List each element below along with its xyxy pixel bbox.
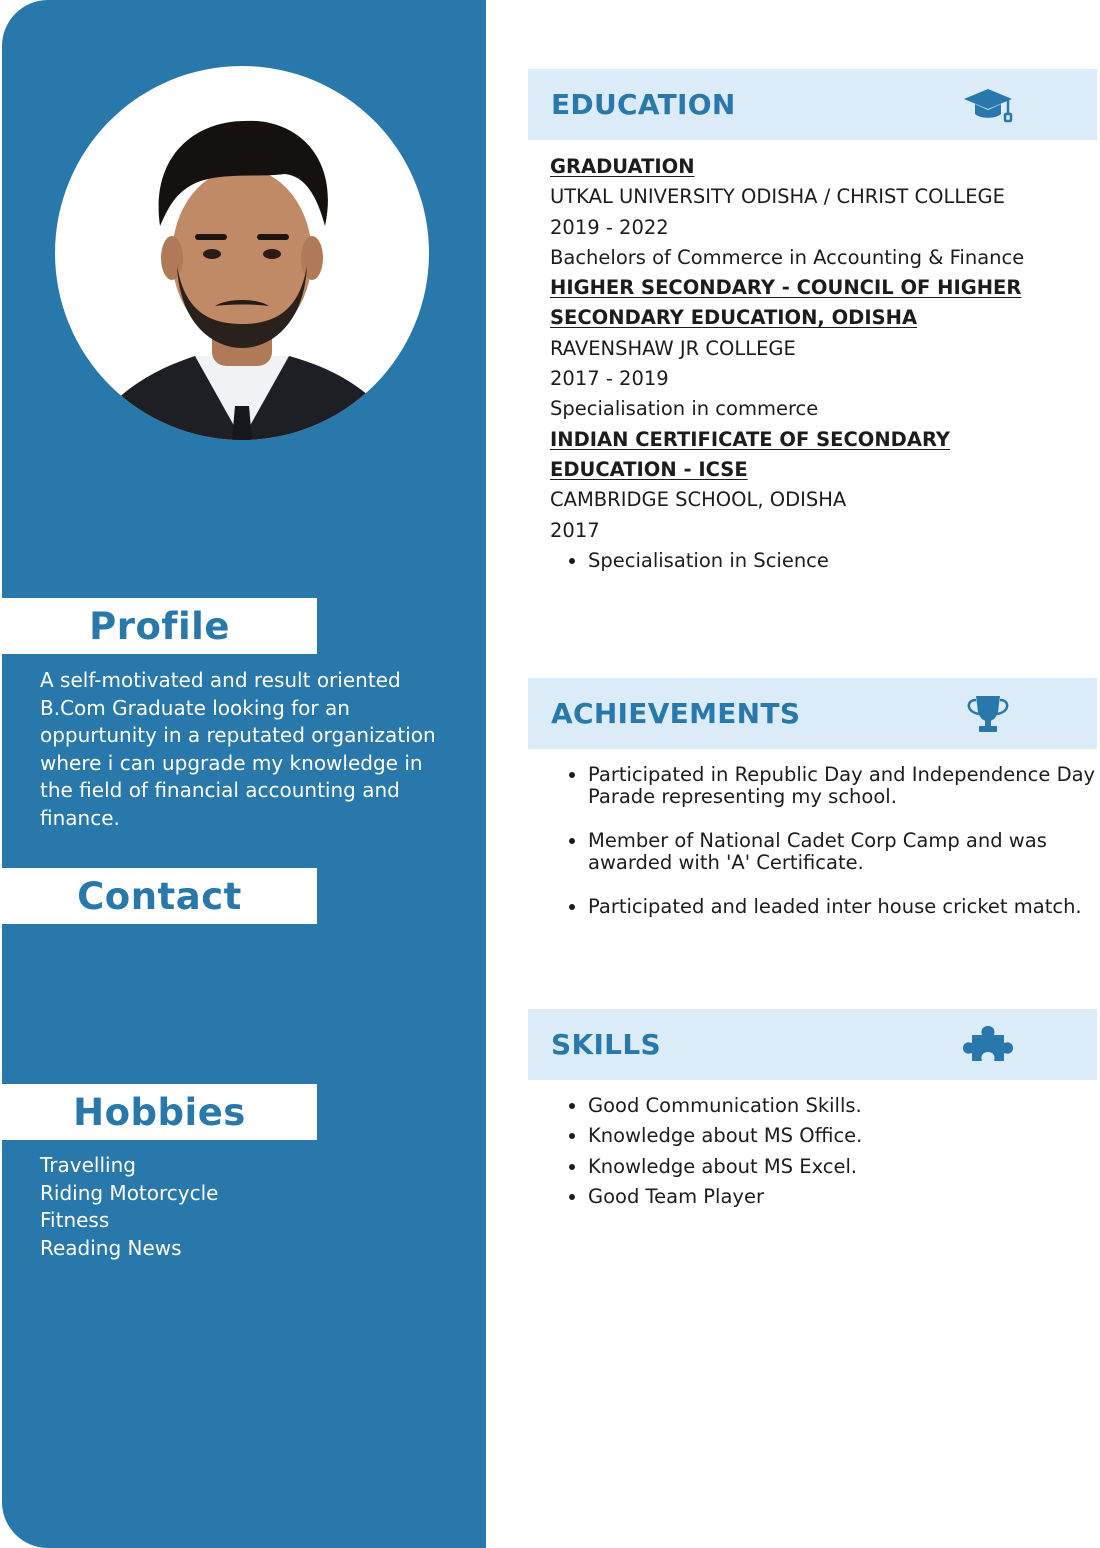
skills-title: SKILLS	[551, 1028, 661, 1061]
achievements-title: ACHIEVEMENTS	[551, 697, 801, 730]
education-header	[528, 69, 1097, 140]
hobbies-heading: Hobbies	[2, 1084, 317, 1140]
skill-item: • Good Team Player	[588, 1182, 1100, 1212]
skill-item: • Good Communication Skills.	[588, 1091, 1100, 1121]
profile-text: A self-motivated and result oriented B.Com Graduate looking for an oppurtunity in a reputated organization where i can upgrade my knowledge in the field of financial accounting and finance.	[40, 668, 436, 830]
hobby-item: Fitness	[40, 1208, 110, 1233]
hobby-item: Travelling	[40, 1153, 136, 1177]
graduation-cap-icon	[962, 83, 1014, 127]
skills-header	[528, 1009, 1097, 1080]
achievement-item: • Participated and leaded inter house cricket match.	[588, 896, 1100, 918]
education-institution: UTKAL UNIVERSITY ODISHA / CHRIST COLLEGE	[550, 185, 1005, 209]
skill-item: • Knowledge about MS Office.	[588, 1121, 1100, 1151]
education-years: 2017	[550, 518, 600, 542]
skills-list	[550, 1091, 1100, 1212]
education-detail: Bachelors of Commerce in Accounting & Finance	[550, 245, 1025, 269]
education-heading: HIGHER SECONDARY - COUNCIL OF HIGHER SECONDARY EDUCATION, ODISHA	[550, 276, 1022, 330]
hobby-item: Riding Motorcycle	[40, 1180, 219, 1205]
education-detail: Specialisation in commerce	[550, 397, 819, 421]
contact-heading: Contact	[2, 868, 317, 924]
education-heading: INDIAN CERTIFICATE OF SECONDARY EDUCATION - ICSE	[550, 427, 951, 481]
hobbies-list	[40, 1152, 450, 1262]
hobby-item: Reading News	[40, 1235, 182, 1260]
education-title: EDUCATION	[551, 88, 736, 121]
skill-item: • Knowledge about MS Excel.	[588, 1152, 1100, 1182]
education-years: 2017 - 2019	[550, 367, 669, 391]
education-institution: CAMBRIDGE SCHOOL, ODISHA	[550, 488, 847, 512]
trophy-icon	[962, 692, 1014, 736]
education-years: 2019 - 2022	[550, 215, 669, 239]
achievement-item: • Participated in Republic Day and Independence Day Parade representing my school.	[588, 764, 1100, 808]
education-institution: RAVENSHAW JR COLLEGE	[550, 336, 796, 360]
education-detail: • Specialisation in Science	[588, 546, 1070, 576]
education-content	[550, 152, 1070, 576]
profile-photo	[55, 66, 429, 440]
achievements-header	[528, 678, 1097, 749]
achievement-item: • Member of National Cadet Corp Camp and was awarded with 'A' Certificate.	[588, 830, 1100, 874]
achievements-list	[550, 764, 1100, 940]
profile-heading: Profile	[2, 598, 317, 654]
puzzle-piece-icon	[962, 1023, 1014, 1067]
education-heading: GRADUATION	[550, 155, 695, 178]
